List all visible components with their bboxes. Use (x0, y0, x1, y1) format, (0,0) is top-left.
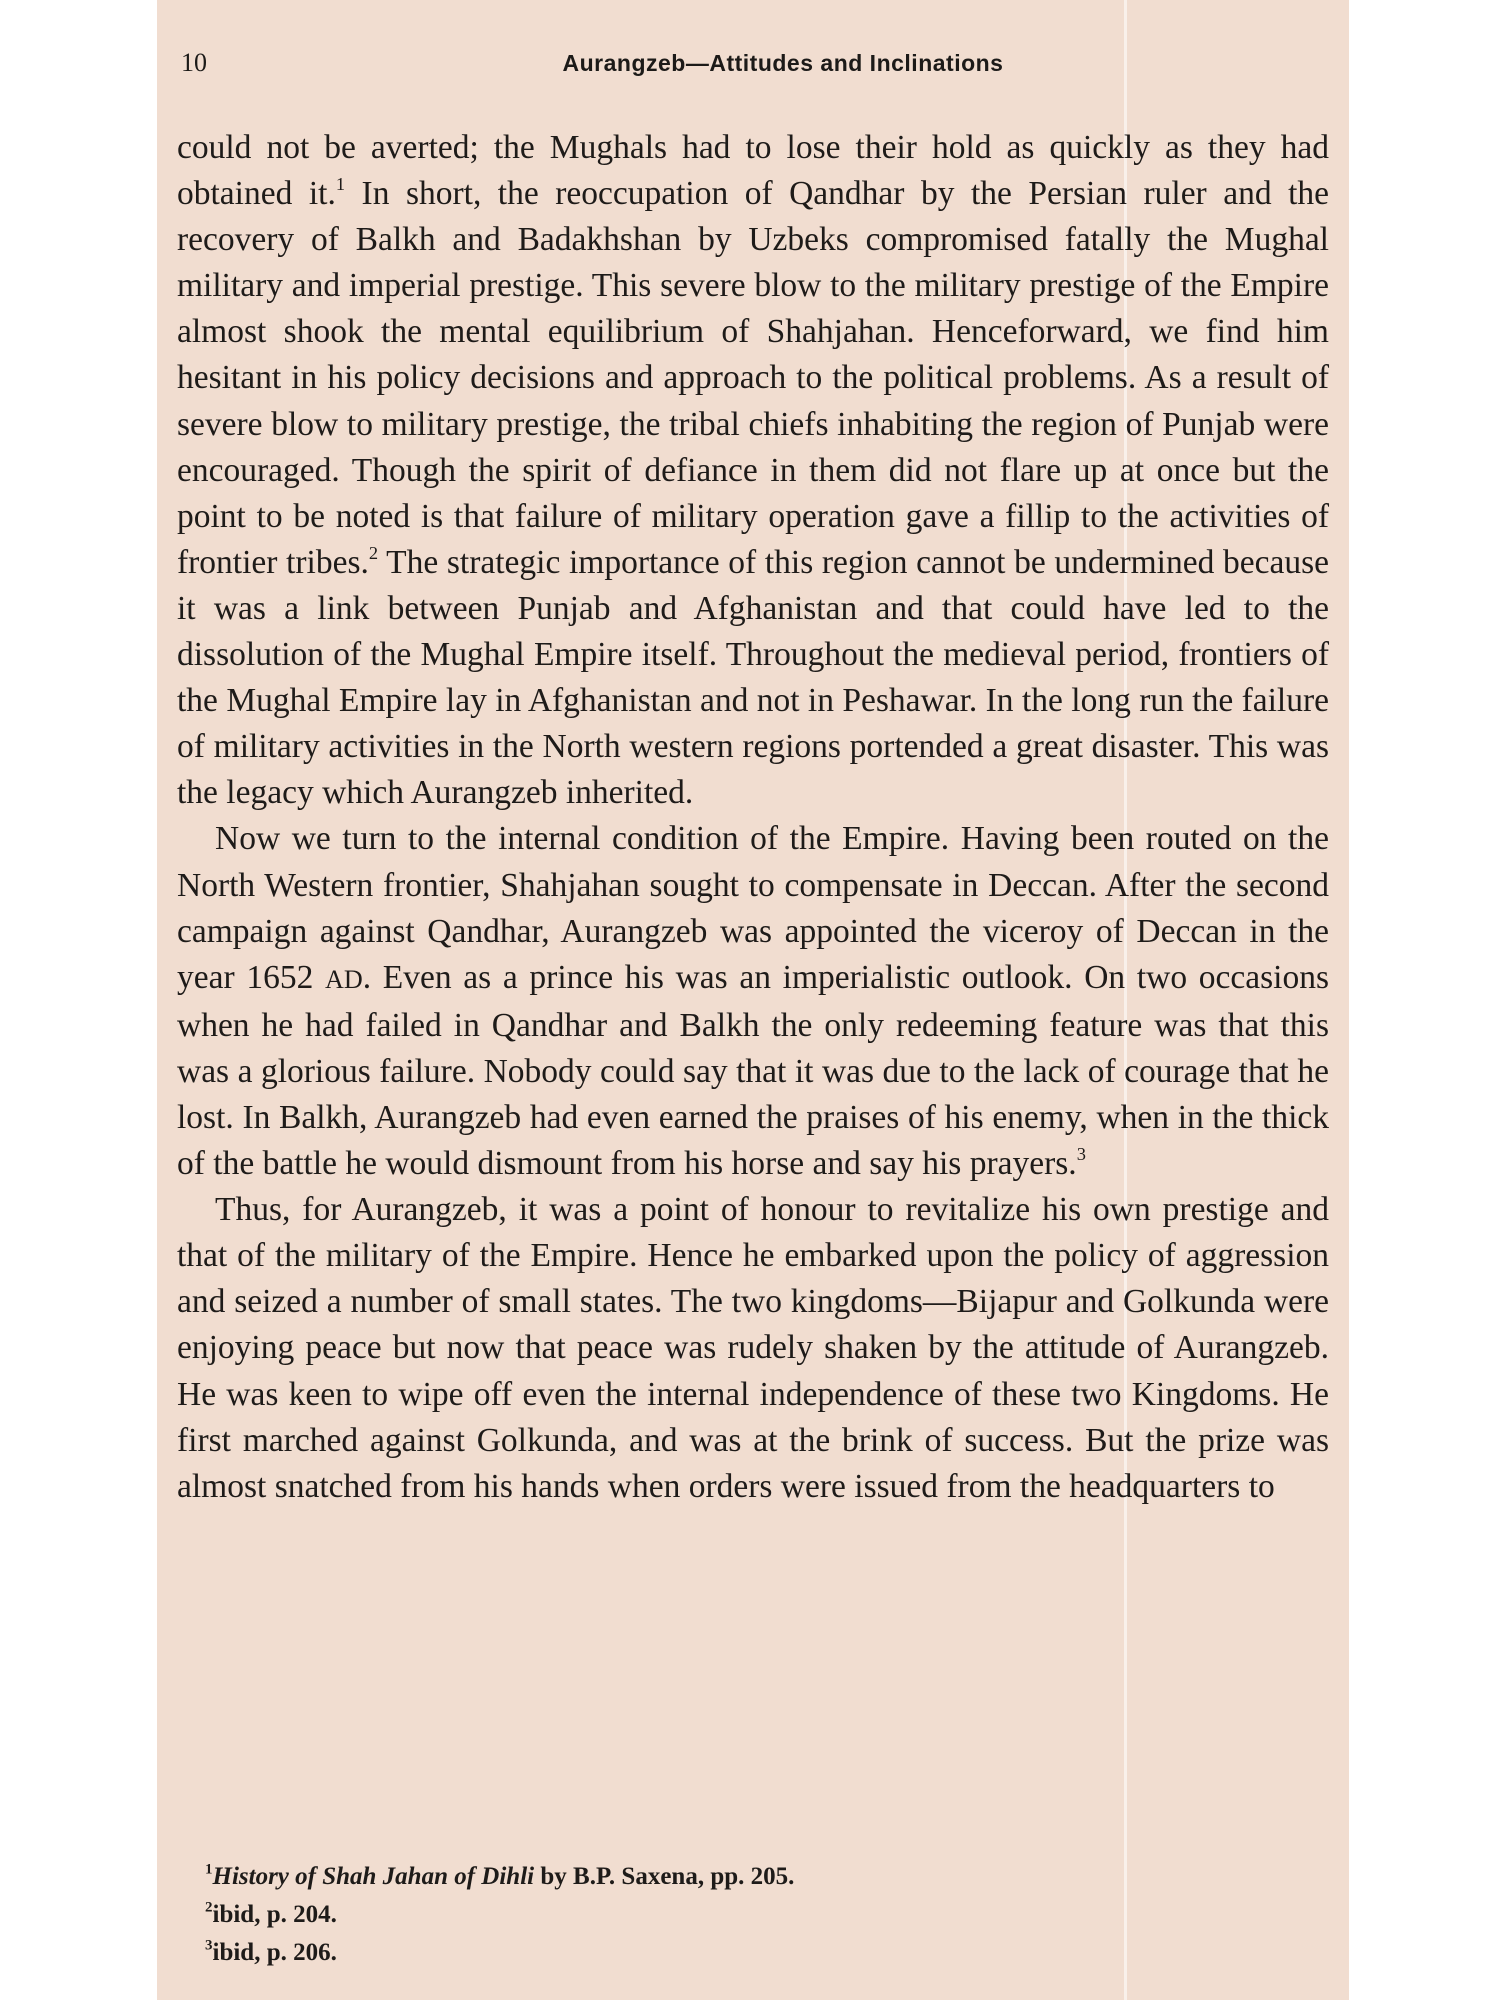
footnote-ref-1: 1 (335, 174, 346, 195)
footnote-3-text: ibid, p. 206. (212, 1939, 337, 1966)
footnote-2 (205, 1896, 794, 1934)
footnote-3-number: 3 (205, 1937, 213, 1954)
footnote-ref-3: 3 (1076, 1144, 1086, 1165)
era-abbreviation: AD (325, 964, 363, 994)
page-number: 10 (181, 48, 207, 77)
book-page (157, 0, 1349, 2000)
paragraph-1 (177, 125, 1329, 816)
footnote-1 (205, 1858, 794, 1896)
paragraph-1-part-c: The strategic importance of this region cannot be undermined because it was a link between Punjab and Afghanistan and that could have led to the dissolution of the Mughal Empire itself. Throughout the medieval period, frontiers of the Mughal Empire lay in Afghanistan and not in Peshawar. In the long run the failure of military activities in the North western regions portended a great disaster. This was the legacy which Aurangzeb inherited. (177, 543, 1329, 812)
footnote-2-text: ibid, p. 204. (212, 1901, 337, 1928)
paragraph-1-part-a: could not be averted; the Mughals had to lose their hold as quickly as they had obtained it. (177, 129, 1329, 213)
footnote-1-number: 1 (205, 1861, 213, 1878)
running-title: Aurangzeb—Attitudes and Inclinations (562, 50, 1004, 76)
footnote-ref-2: 2 (368, 543, 379, 564)
footnotes (205, 1858, 794, 1972)
footnote-1-book-title: History of Shah Jahan of Dihli (212, 1863, 535, 1890)
footnote-3 (205, 1934, 794, 1972)
paragraph-2-part-a: Now we turn to the internal condition of the Empire. Having been routed on the North Western frontier, Shahjahan sought to compensate in Deccan. After the second campaign against Qandhar, Aurangzeb was appointed the viceroy of Deccan in the year 1652 (177, 820, 1329, 996)
footnote-1-text: by B.P. Saxena, pp. 205. (534, 1863, 795, 1890)
paragraph-1-part-b: In short, the reoccupation of Qandhar by the Persian ruler and the recovery of Balkh and Badakhshan by Uzbeks compromised fatally the Mughal military and imperial prestige. This severe blow to the military prestige of the Empire almost shook the mental equilibrium of Shahjahan. Henceforward, we find him hesitant in his policy decisions and approach to the political problems. As a result of severe blow to military prestige, the tribal chiefs inhabiting the region of Punjab were encouraged. Though the spirit of defiance in them did not flare up at once but the point to be noted is that failure of military operation gave a fillip to the activities of frontier tribes. (177, 175, 1329, 581)
footnote-2-number: 2 (205, 1899, 213, 1916)
body-text (177, 125, 1329, 1510)
paragraph-3: Thus, for Aurangzeb, it was a point of honour to revitalize his own prestige and that of the military of the Empire. Hence he embarked upon the policy of aggression and seized a number of small states. The two kingdoms—Bijapur and Golkunda were enjoying peace but now that peace was rudely shaken by the attitude of Aurangzeb. He was keen to wipe off even the internal independence of these two Kingdoms. He first marched against Golkunda, and was at the brink of success. But the prize was almost snatched from his hands when orders were issued from the headquarters to (177, 1191, 1329, 1505)
paragraph-2 (177, 816, 1329, 1187)
page-header (181, 42, 1295, 82)
paragraph-2-part-b: . Even as a prince his was an imperialistic outlook. On two occasions when he had failed in Qandhar and Balkh the only redeeming feature was that this was a glorious failure. Nobody could say that it was due to the lack of courage that he lost. In Balkh, Aurangzeb had even earned the praises of his enemy, when in the thick of the battle he would dismount from his horse and say his prayers. (177, 958, 1329, 1183)
